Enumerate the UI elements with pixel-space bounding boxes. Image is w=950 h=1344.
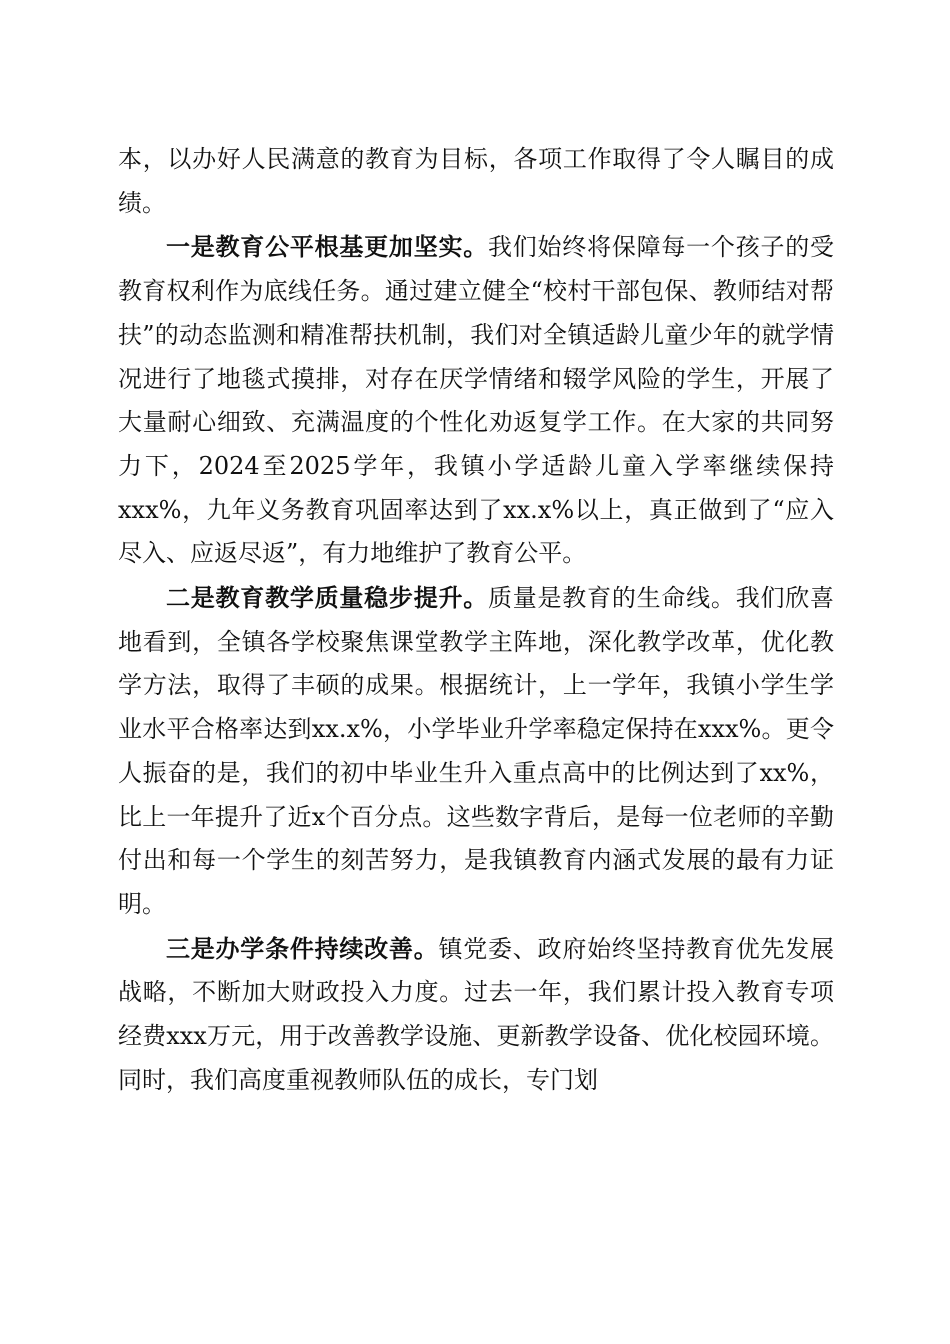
paragraph-lead: 三是办学条件持续改善。 (166, 933, 439, 963)
paragraph-teaching-quality (118, 576, 834, 927)
paragraph-text: 镇党委、政府始终坚持教育优先发展战略，不断加大财政投入力度。过去一年，我们累计投入教育专项经费xxx万元，用于改善教学设施、更新教学设备、优化校园环境。同时，我们高度重视教师队伍的成长，专门划 (118, 934, 835, 1094)
paragraph-school-conditions (118, 927, 834, 1103)
paragraph-text: 质量是教育的生命线。我们欣喜地看到，全镇各学校聚焦课堂教学主阵地，深化教学改革，优化教学方法，取得了丰硕的成果。根据统计，上一学年，我镇小学生学业水平合格率达到xx.x%，小学毕业升学率稳定保持在xxx%。更令人振奋的是，我们的初中毕业生升入重点高中的比例达到了xx%，比上一年提升了近x个百分点。这些数字背后，是每一位老师的辛勤付出和每一个学生的刻苦努力，是我镇教育内涵式发展的最有力证明。 (118, 584, 834, 918)
paragraph-lead: 一是教育公平根基更加坚实。 (166, 232, 488, 262)
paragraph-text: 本，以办好人民满意的教育为目标，各项工作取得了令人瞩目的成绩。 (118, 145, 834, 217)
paragraph-education-equity (118, 225, 834, 576)
paragraph-continuation (118, 138, 834, 225)
paragraph-text: 我们始终将保障每一个孩子的受教育权利作为底线任务。通过建立健全“校村干部包保、教师结对帮扶”的动态监测和精准帮扶机制，我们对全镇适龄儿童少年的就学情况进行了地毯式摸排，对存在厌学情绪和辍学风险的学生，开展了大量耐心细致、充满温度的个性化劝返复学工作。在大家的共同努力下，2024至2025学年，我镇小学适龄儿童入学率继续保持xxx%，九年义务教育巩固率达到了xx.x%以上，真正做到了“应入尽入、应返尽返”，有力地维护了教育公平。 (118, 233, 834, 568)
paragraph-lead: 二是教育教学质量稳步提升。 (166, 583, 488, 613)
document-page (118, 138, 834, 1102)
